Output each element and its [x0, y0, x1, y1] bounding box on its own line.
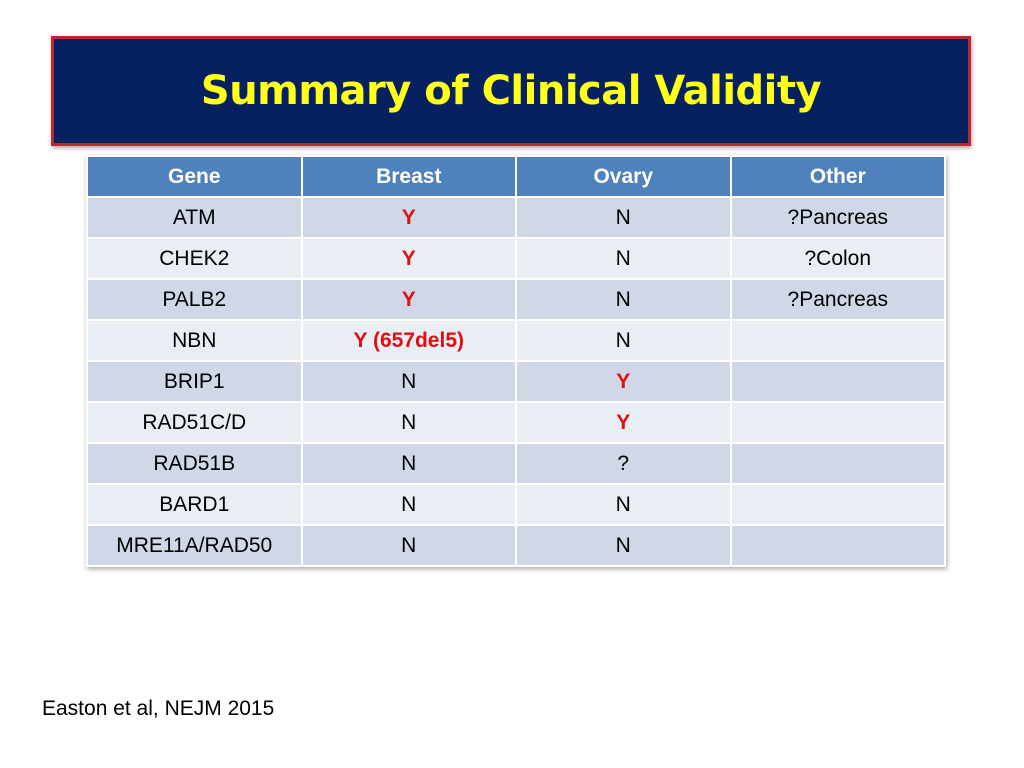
cell-other: [731, 525, 946, 566]
header-breast: Breast: [302, 156, 517, 197]
cell-breast: Y (657del5): [302, 320, 517, 361]
title-banner: [51, 36, 971, 146]
cell-other: [731, 443, 946, 484]
cell-ovary: Y: [516, 402, 731, 443]
cell-breast: Y: [302, 279, 517, 320]
cell-other: [731, 320, 946, 361]
cell-ovary: N: [516, 484, 731, 525]
cell-breast: N: [302, 402, 517, 443]
cell-other: ?Pancreas: [731, 279, 946, 320]
table-body: [87, 197, 945, 566]
cell-breast: N: [302, 525, 517, 566]
cell-other: [731, 484, 946, 525]
cell-ovary: Y: [516, 361, 731, 402]
cell-other: ?Colon: [731, 238, 946, 279]
validity-table-container: [86, 155, 946, 567]
validity-table: [86, 155, 946, 567]
table-row: [87, 361, 945, 402]
header-ovary: Ovary: [516, 156, 731, 197]
cell-breast: Y: [302, 197, 517, 238]
cell-gene: ATM: [87, 197, 302, 238]
cell-ovary: N: [516, 197, 731, 238]
table-row: [87, 525, 945, 566]
cell-ovary: N: [516, 238, 731, 279]
cell-ovary: N: [516, 279, 731, 320]
table-row: [87, 402, 945, 443]
cell-gene: MRE11A/RAD50: [87, 525, 302, 566]
cell-ovary: N: [516, 320, 731, 361]
cell-gene: BRIP1: [87, 361, 302, 402]
cell-breast: Y: [302, 238, 517, 279]
citation: Easton et al, NEJM 2015: [42, 697, 275, 720]
cell-ovary: ?: [516, 443, 731, 484]
table-header-row: [87, 156, 945, 197]
slide-title: Summary of Clinical Validity: [200, 68, 822, 114]
cell-other: ?Pancreas: [731, 197, 946, 238]
cell-gene: RAD51C/D: [87, 402, 302, 443]
table-row: [87, 320, 945, 361]
cell-gene: NBN: [87, 320, 302, 361]
header-other: Other: [731, 156, 946, 197]
cell-gene: BARD1: [87, 484, 302, 525]
table-row: [87, 443, 945, 484]
table-row: [87, 197, 945, 238]
table-row: [87, 238, 945, 279]
cell-breast: N: [302, 361, 517, 402]
table-row: [87, 484, 945, 525]
cell-gene: PALB2: [87, 279, 302, 320]
cell-ovary: N: [516, 525, 731, 566]
cell-gene: CHEK2: [87, 238, 302, 279]
header-gene: Gene: [87, 156, 302, 197]
cell-other: [731, 361, 946, 402]
cell-breast: N: [302, 484, 517, 525]
table-row: [87, 279, 945, 320]
cell-other: [731, 402, 946, 443]
cell-breast: N: [302, 443, 517, 484]
cell-gene: RAD51B: [87, 443, 302, 484]
